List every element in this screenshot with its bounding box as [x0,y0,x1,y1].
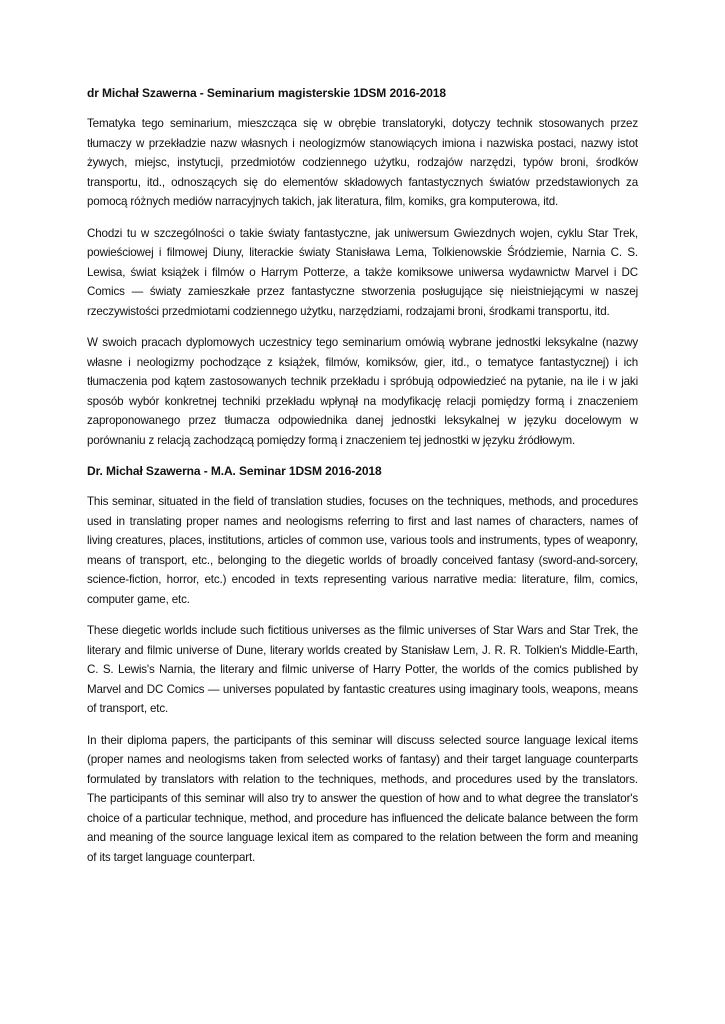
polish-paragraph-2: Chodzi tu w szczególności o takie światy fantastyczne, jak uniwersum Gwiezdnych wojen, cyklu Star Trek, powieściowej i filmowej Diuny, literackie światy Stanisława Lema, Tolkienowskie Śródziemie, Narnia C. S. Lewisa, świat książek i filmów o Harrym Potterze, a także komiksowe uniwersa wydawnictw Marvel i DC Comics — światy zamieszkałe przez fantastyczne stworzenia posługujące się nieistniejącymi w naszej rzeczywistości przedmiotami codziennego użytku, narzędziami, rodzajami broni, środkami transportu, itd. [87,226,638,318]
polish-paragraph-1: Tematyka tego seminarium, mieszcząca się w obrębie translatoryki, dotyczy technik stosowanych przez tłumaczy w przekładzie nazw własnych i neologizmów stanowiących imiona i nazwiska postaci, nazwy istot żywych, miejsc, instytucji, przedmiotów codziennego użytku, rodzajów narzędzi, typów broni, środków transportu, itd., odnoszących się do elementów składowych fantastycznych światów przedstawionych za pomocą różnych mediów narracyjnych takich, jak literatura, film, komiks, gra komputerowa, itd. [87,117,638,208]
english-paragraph-2: These diegetic worlds include such fictitious universes as the filmic universes of Star Wars and Star Trek, the literary and filmic universe of Dune, literary worlds created by Stanisław Lem, J. R. R. Tolkien's Middle-Earth, C. S. Lewis's Narnia, the literary and filmic universe of Harry Potter, the worlds of the comics published by Marvel and DC Comics — universes populated by fantastic creatures using imaginary tools, weapons, means of transport, etc. [87,624,638,715]
polish-heading: dr Michał Szawerna - Seminarium magisterskie 1DSM 2016-2018 [87,86,446,100]
english-paragraph-1: This seminar, situated in the field of translation studies, focuses on the techniques, methods, and procedures used in translating proper names and neologisms referring to first and last names of characters, names of living creatures, places, institutions, articles of common use, various tools and instruments, types of weaponry, means of transport, etc., belonging to the diegetic worlds of broadly conceived fantasy (sword-and-sorcery, science-fiction, horror, etc.) encoded in texts representing various narrative media: literature, film, comics, computer game, etc. [87,495,638,606]
document-page [87,84,638,879]
english-paragraph-3: In their diploma papers, the participants of this seminar will discuss selected source language lexical items (proper names and neologisms taken from selected works of fantasy) and their target language counterparts formulated by translators with relation to the techniques, methods, and procedures used by the translators. The participants of this seminar will also try to answer the question of how and to what degree the translator's choice of a particular technique, method, and procedure has influenced the delicate balance between the form and meaning of the source language lexical item as compared to the relation between the form and meaning of its target language counterpart. [87,733,638,864]
english-heading: Dr. Michał Szawerna - M.A. Seminar 1DSM 2016-2018 [87,464,382,478]
polish-paragraph-3: W swoich pracach dyplomowych uczestnicy tego seminarium omówią wybrane jednostki leksykalne (nazwy własne i neologizmy pochodzące z książek, filmów, komiksów, gier, itd., o tematyce fantastycznej) i ich tłumaczenia pod kątem zastosowanych technik przekładu i spróbują odpowiedzieć na pytanie, na ile i w jaki sposób wybór konkretnej techniki przekładu wpłynął na modyfikację relacji pomiędzy formą i znaczeniem zaproponowanego przez tłumacza odpowiednika danej jednostki leksykalnej w języku docelowym w porównaniu z relacją zachodzącą pomiędzy formą i znaczeniem tej jednostki w języku źródłowym. [87,336,638,447]
